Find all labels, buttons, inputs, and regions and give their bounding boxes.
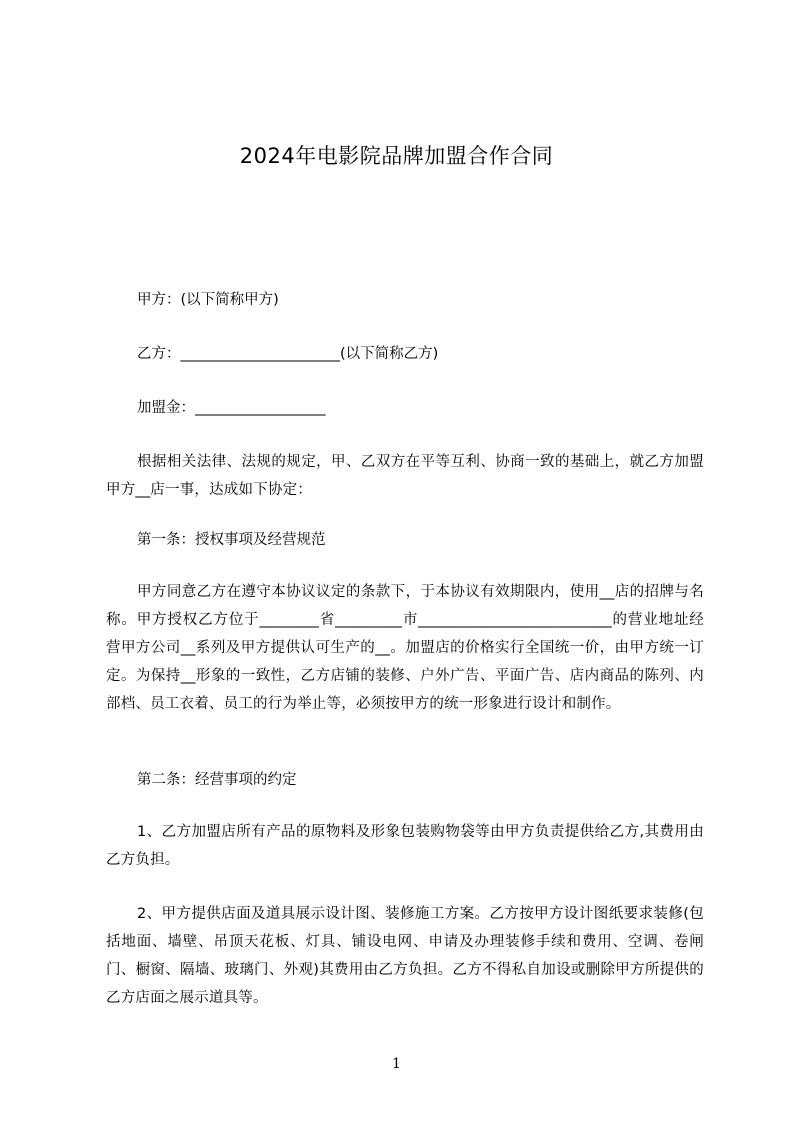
article2-heading: 第二条：经营事项的约定 xyxy=(137,772,297,788)
preamble-paragraph: 根据相关法律、法规的规定，甲、乙双方在平等互利、协商一致的基础上，就乙方加盟甲方__店一事，达成如下协定： xyxy=(106,454,704,498)
party-b-line: 乙方：______________________(以下简称乙方) xyxy=(137,346,439,362)
article1-body: 甲方同意乙方在遵守本协议议定的条款下，于本协议有效期限内，使用__店的招牌与名称。甲方授权乙方位于________省_________市__________________________的营业地址经营甲方公司__系列及甲方提供认可生产的__。加盟店的价格实行全国统一价，由甲方统一订定。为保持__形象的一致性，乙方店铺的装修、户外广告、平面广告、店内商品的陈列、内部档、员工衣着、员工的行为举止等，必须按甲方的统一形象进行设计和制作。 xyxy=(106,584,704,712)
party-a-line: 甲方：(以下简称甲方) xyxy=(137,292,279,308)
article2-item-1: 1、乙方加盟店所有产品的原物料及形象包装购物袋等由甲方负责提供给乙方,其费用由乙方负担。 xyxy=(106,824,704,868)
article1-heading: 第一条：授权事项及经营规范 xyxy=(137,532,326,548)
document-title: 2024年电影院品牌加盟合作合同 xyxy=(239,144,554,168)
franchise-fee-line: 加盟金：__________________ xyxy=(137,400,326,416)
page-number: 1 xyxy=(392,1056,401,1072)
article2-item-2: 2、甲方提供店面及道具展示设计图、装修施工方案。乙方按甲方设计图纸要求装修(包括地面、墙壁、吊顶天花板、灯具、铺设电网、申请及办理装修手续和费用、空调、卷闸门、橱窗、隔墙、玻璃门、外观)其费用由乙方负担。乙方不得私自加设或删除甲方所提供的乙方店面之展示道具等。 xyxy=(106,906,704,1006)
